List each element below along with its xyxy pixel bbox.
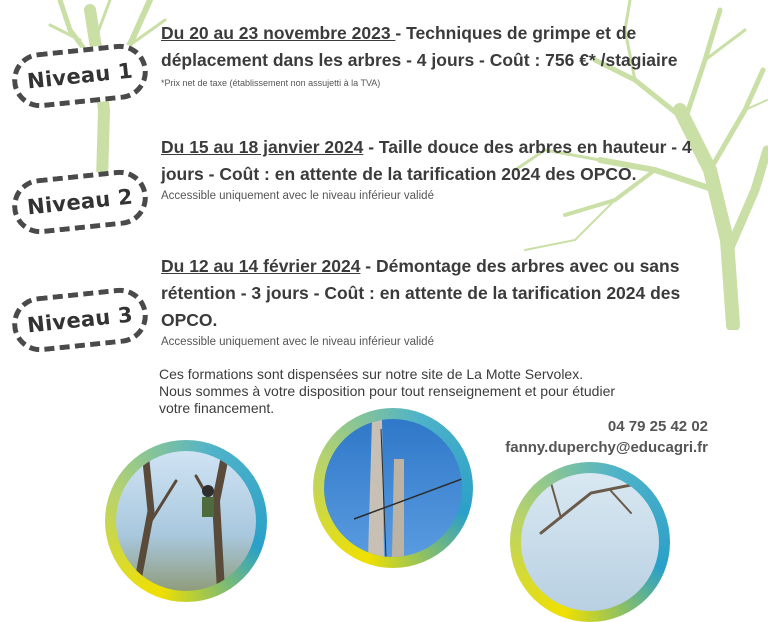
- session-level-3: [161, 253, 721, 348]
- contact-phone[interactable]: 04 79 25 42 02: [607, 418, 708, 435]
- level-1-label: Niveau 1: [25, 58, 135, 94]
- photo-tree-trunk: [324, 419, 462, 557]
- session-level-2-prerequisite-note: Accessible uniquement avec le niveau inférieur validé: [161, 190, 434, 202]
- session-level-2-description: - Taille douce des arbres en hauteur - 4 jours - Coût : en attente de la tarification 2024 des OPCO.: [161, 137, 692, 184]
- climber-photo-illustration: [116, 451, 256, 591]
- trunk-photo-illustration: [324, 419, 462, 557]
- level-3-badge: [9, 285, 150, 355]
- photo-climber: [116, 451, 256, 591]
- contact-block: [505, 416, 708, 458]
- photo-branches: [521, 473, 659, 611]
- session-level-2: [161, 134, 721, 202]
- session-level-1-description: - Techniques de grimpe et de déplacement dans les arbres - 4 jours - Coût : 756 €* /stagiaire: [161, 23, 678, 70]
- contact-email[interactable]: fanny.duperchy@educagri.fr: [505, 439, 708, 456]
- session-level-1-price-note: *Prix net de taxe (établissement non assujetti à la TVA): [161, 78, 381, 88]
- session-level-2-date: Du 15 au 18 janvier 2024: [161, 137, 364, 157]
- session-level-3-description: - Démontage des arbres avec ou sans rétention - 3 jours - Coût : en attente de la tarification 2024 des OPCO.: [161, 256, 681, 330]
- session-level-3-date: Du 12 au 14 février 2024: [161, 256, 361, 276]
- session-level-1-date: Du 20 au 23 novembre 2023: [161, 23, 396, 43]
- info-line-2: Nous sommes à votre disposition pour tout renseignement et pour étudier: [159, 383, 616, 399]
- level-2-label: Niveau 2: [25, 184, 135, 220]
- session-level-1: [161, 20, 721, 88]
- session-level-3-prerequisite-note: Accessible uniquement avec le niveau inférieur validé: [161, 336, 434, 348]
- level-1-badge: [9, 41, 150, 111]
- session-level-2-text: [161, 134, 721, 188]
- session-level-1-text: [161, 20, 721, 74]
- info-line-3: votre financement.: [159, 400, 275, 416]
- branches-photo-illustration: [521, 473, 659, 611]
- info-paragraph: [159, 366, 679, 417]
- session-level-3-text: [161, 253, 721, 334]
- info-line-1: Ces formations sont dispensées sur notre site de La Motte Servolex.: [159, 366, 584, 382]
- level-2-badge: [9, 167, 150, 237]
- level-3-label: Niveau 3: [25, 302, 135, 338]
